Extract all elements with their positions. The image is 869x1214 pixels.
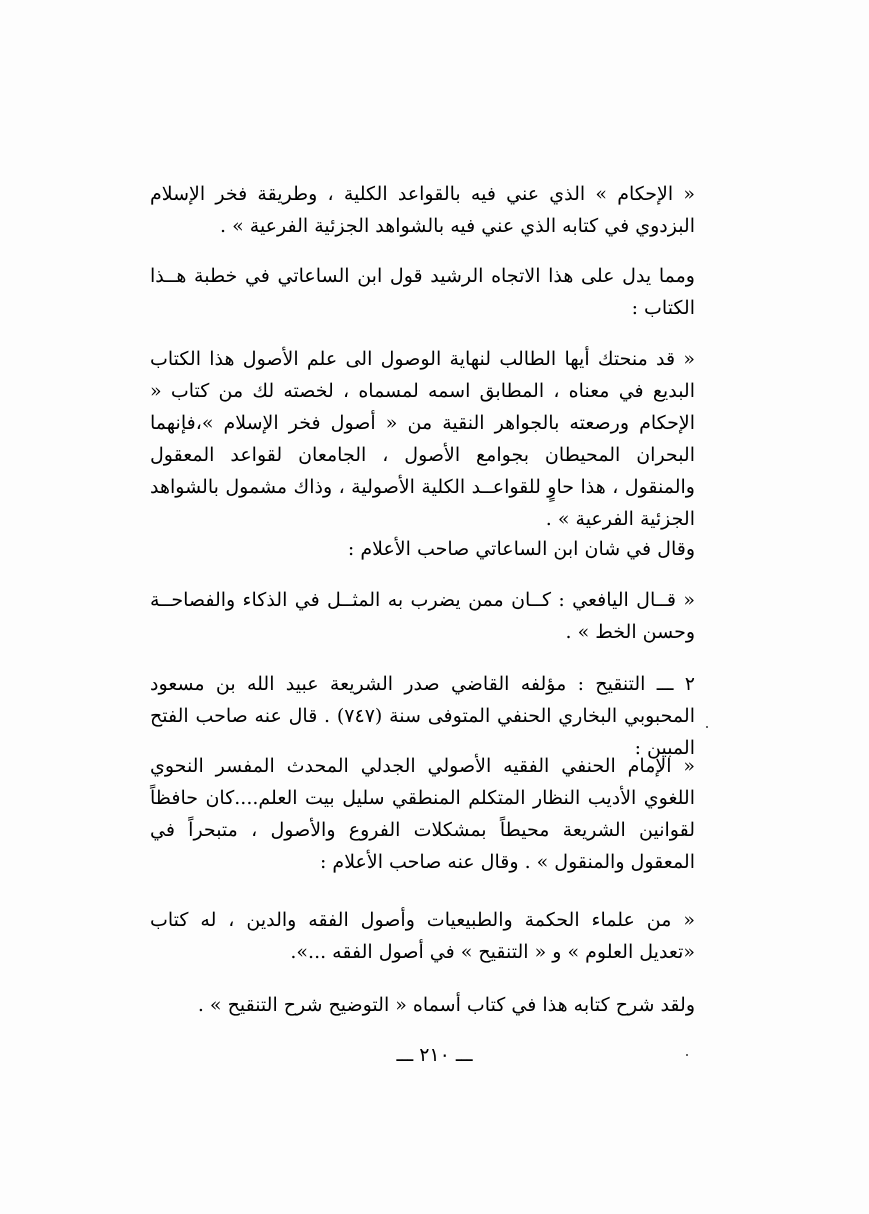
paragraph-1: « الإحكام » الذي عني فيه بالقواعد الكلية ، وطريقة فخر الإسلام البزدوي في كتابه الذي عني فيه بالشواهد الجزئية الفرعية » . [150, 183, 695, 237]
paragraph-5: « قــال اليافعي : كــان ممن يضرب به المثــل في الذكاء والفصاحــة وحسن الخط » . [150, 589, 695, 643]
paragraph-4: وقال في شان ابن الساعاتي صاحب الأعلام : [347, 538, 695, 560]
page-number: ـــ ٢١٠ ـــ [396, 1044, 473, 1066]
paragraph-6: ٢ ـــ التنقيح : مؤلفه القاضي صدر الشريعة عبيد الله بن مسعود المحبوبي البخاري الحنفي المتوفى سنة (٧٤٧) . قال عنه صاحب الفتح المبين : [150, 673, 695, 759]
paragraph-8: « من علماء الحكمة والطبيعيات وأصول الفقه والدين ، له كتاب «تعديل العلوم » و « التنقيح » في أصول الفقه ...». [150, 909, 695, 963]
paragraph-3: « قد منحتك أيها الطالب لنهاية الوصول الى علم الأصول هذا الكتاب البديع في معناه ، المطابق اسمه لمسماه ، لخصته لك من كتاب « الإحكام ورصعته بالجواهر النقية من « أصول فخر الإسلام »،فإنهما البحران المحيطان بجوامع الأصول ، الجامعان لقواعد المعقول والمنقول ، هذا حاوٍ للقواعــد الكلية الأصولية ، وذاك مشمول بالشواهد الجزئية الفرعية » . [150, 348, 695, 530]
paragraph-9: ولقد شرح كتابه هذا في كتاب أسماه « التوضيح شرح التنقيح » . [197, 994, 695, 1016]
scan-speck [706, 726, 708, 728]
paragraph-2: ومما يدل على هذا الاتجاه الرشيد قول ابن الساعاتي في خطبة هــذا الكتاب : [150, 265, 695, 319]
paragraph-7: « الإمام الحنفي الفقيه الأصولي الجدلي المحدث المفسر النحوي اللغوي الأديب النظار المتكلم المنطقي سليل بيت العلم....كان حافظاً لقوانين الشريعة محيطاً بمشكلات الفروع والأصول ، متبحراً في المعقول والمنقول » . وقال عنه صاحب الأعلام : [150, 755, 695, 873]
scan-speck [686, 1054, 688, 1056]
